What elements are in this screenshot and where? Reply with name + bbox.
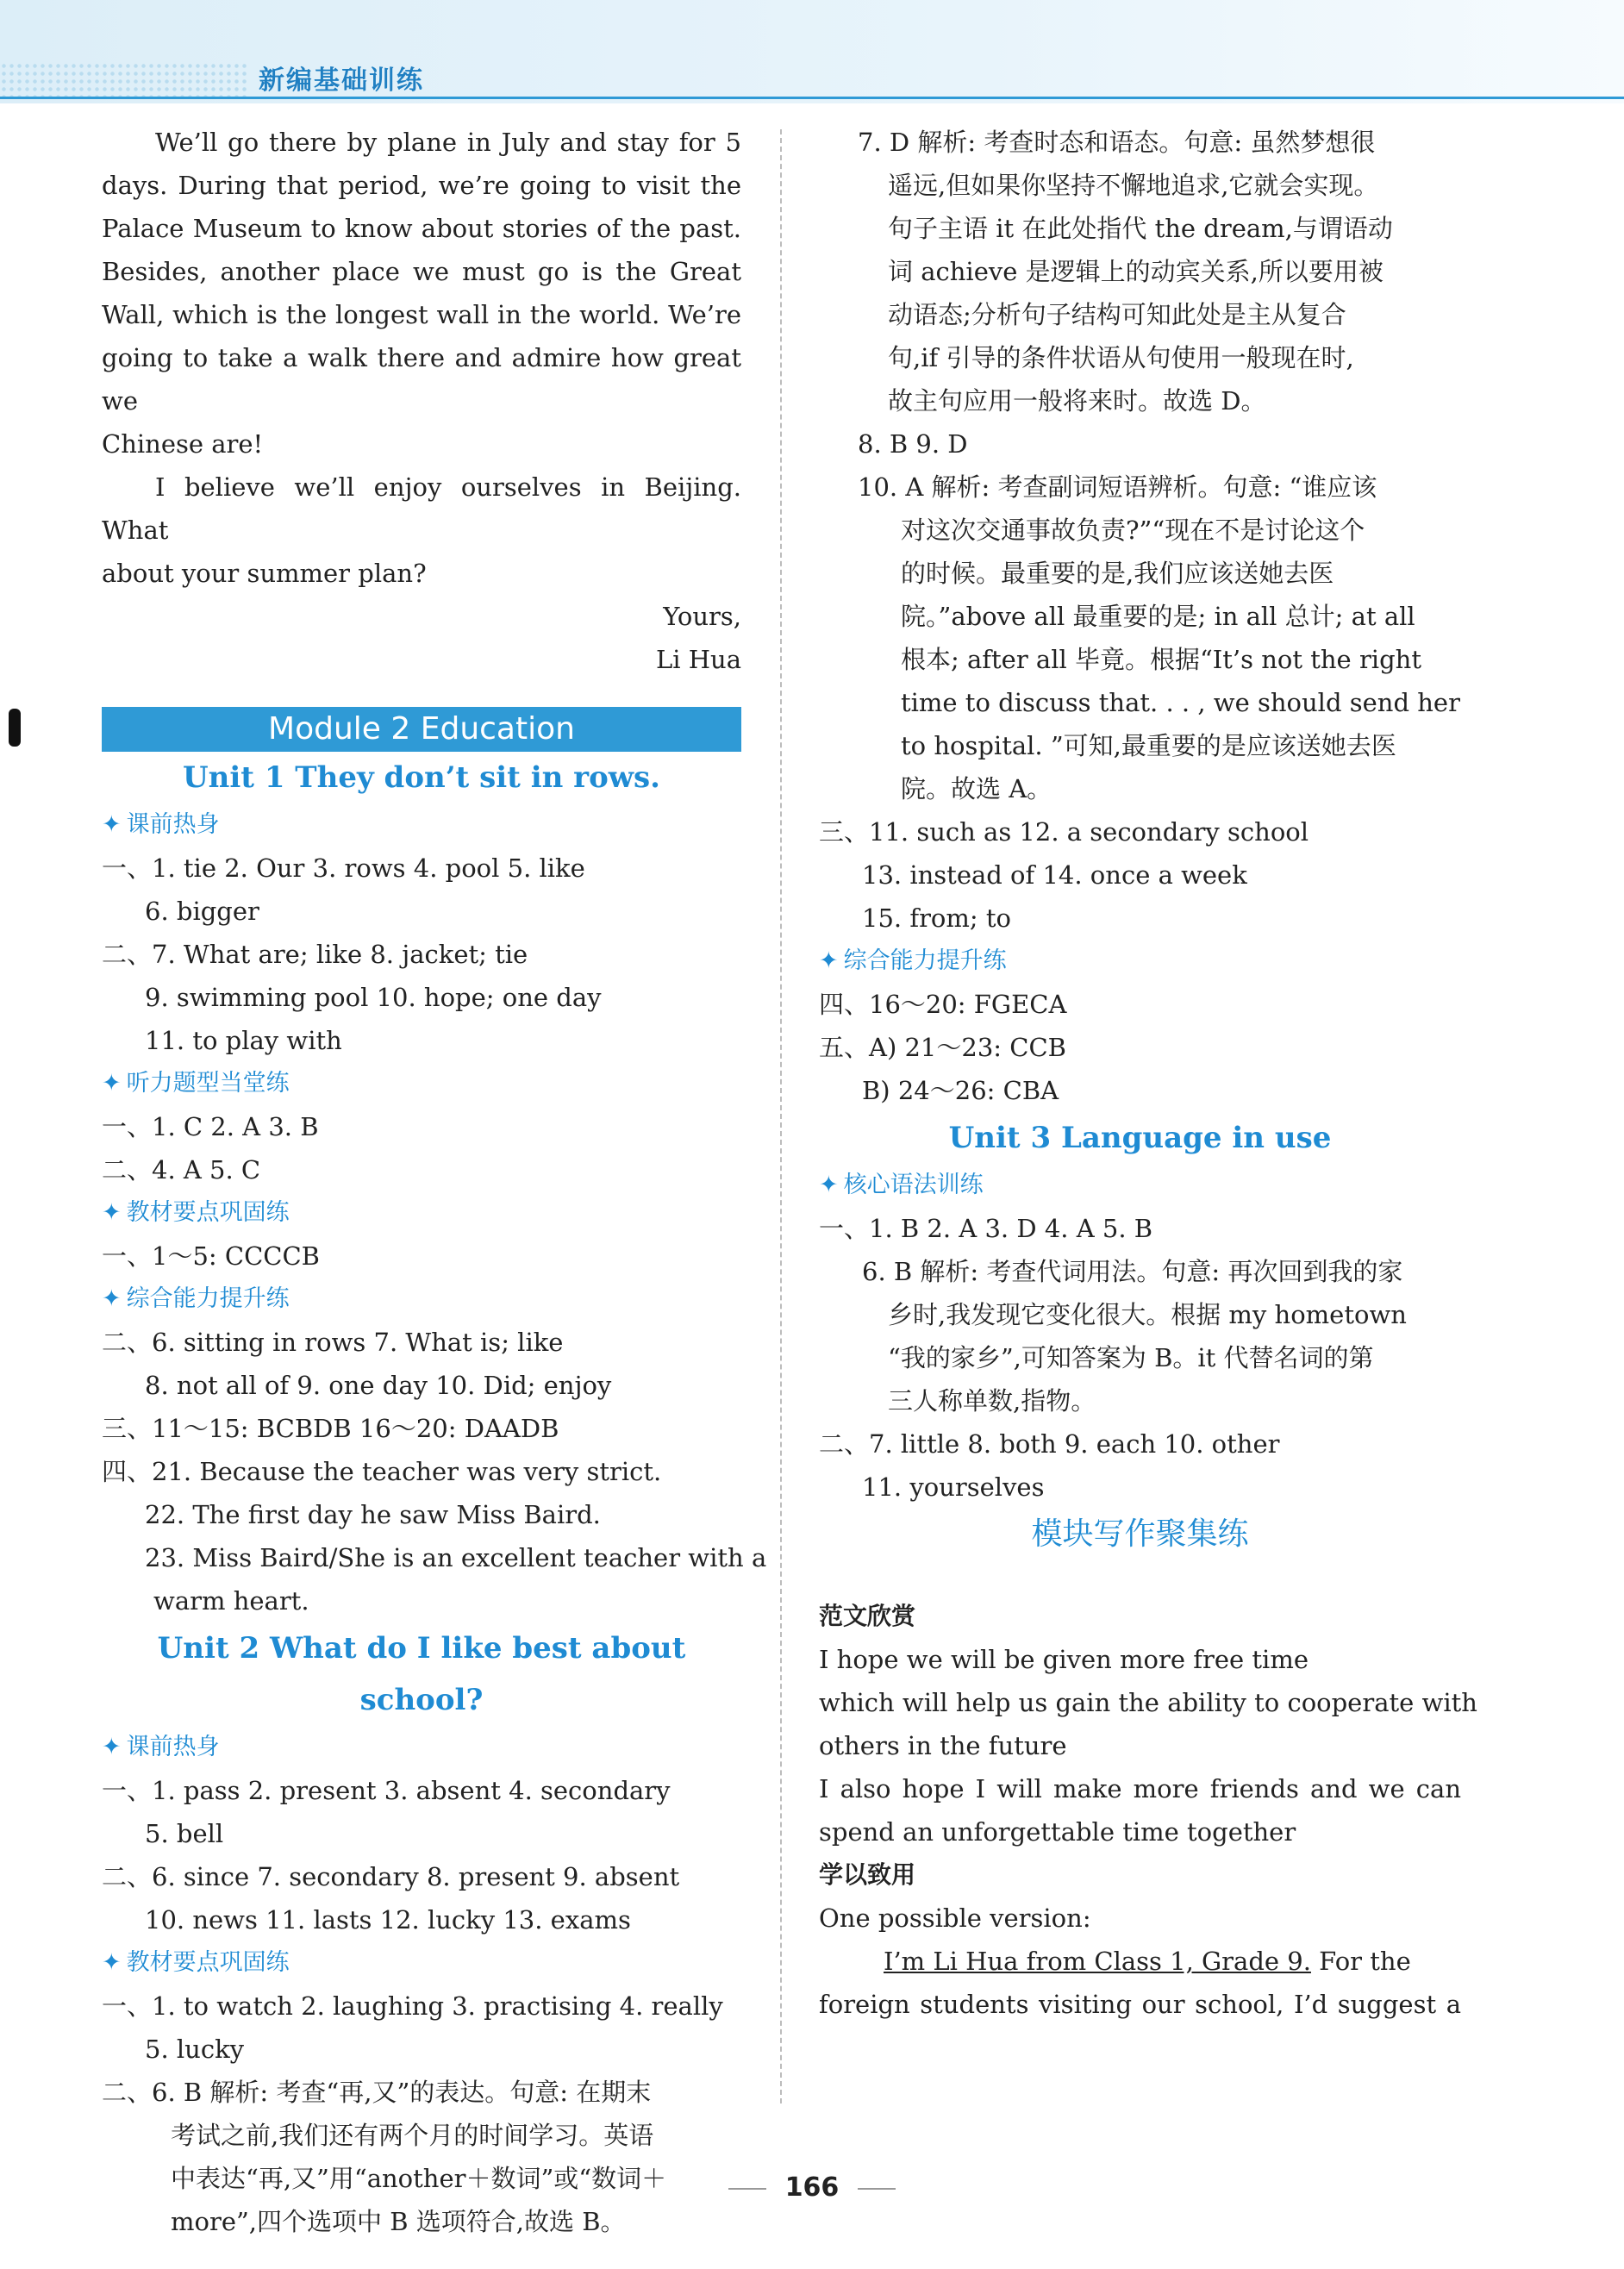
answer-row: 11. yourselves bbox=[862, 1472, 1045, 1502]
letter-line: Palace Museum to know about stories of the past. bbox=[102, 214, 741, 243]
answer-row: 22. The first day he saw Miss Baird. bbox=[145, 1500, 601, 1529]
answer-row: 13. instead of 14. once a week bbox=[862, 860, 1247, 890]
writing-line: others in the future bbox=[819, 1731, 1067, 1760]
answer-row: 6. bigger bbox=[145, 897, 259, 926]
margin-mark bbox=[9, 709, 21, 747]
writing-heading: 学以致用 bbox=[819, 1860, 916, 1889]
section-heading: ✦ 教材要点巩固练 bbox=[102, 1199, 290, 1226]
explanation-line: more”,四个选项中 B 选项符合,故选 B。 bbox=[171, 2207, 626, 2236]
diamond-icon: ✦ bbox=[819, 1172, 839, 1198]
header-dot-pattern bbox=[0, 62, 250, 97]
writing-line: I also hope I will make more friends and we can bbox=[819, 1774, 1461, 1803]
diamond-icon: ✦ bbox=[102, 1285, 122, 1312]
explanation-line: to hospital. ”可知,最重要的是应该送她去医 bbox=[901, 731, 1396, 760]
answer-row: 三、11. such as 12. a secondary school bbox=[819, 817, 1309, 847]
section-heading: ✦ 核心语法训练 bbox=[819, 1172, 984, 1198]
answer-row: 8. not all of 9. one day 10. Did; enjoy bbox=[145, 1371, 612, 1400]
diamond-icon: ✦ bbox=[102, 1949, 122, 1976]
module-banner: Module 2 Education bbox=[102, 707, 741, 752]
unit-2-title: Unit 2 What do I like best about school? bbox=[157, 1631, 686, 1717]
page-number: 166 bbox=[0, 2172, 1624, 2203]
letter-line: going to take a walk there and admire how great we bbox=[102, 343, 741, 416]
section-heading: ✦ 课前热身 bbox=[102, 811, 220, 838]
answer-row: 二、6. sitting in rows 7. What is; like bbox=[102, 1328, 564, 1357]
writing-fragment: For the bbox=[1310, 1947, 1411, 1976]
explanation-line: “我的家乡”,可知答案为 B。it 代替名词的第 bbox=[888, 1343, 1374, 1372]
letter-sign-off: Yours, bbox=[663, 602, 741, 631]
letter-line: Chinese are! bbox=[102, 429, 264, 459]
answer-row: 10. news 11. lasts 12. lucky 13. exams bbox=[145, 1905, 631, 1935]
answer-row: 11. to play with bbox=[145, 1026, 342, 1055]
column-divider bbox=[780, 129, 782, 2103]
unit-3-title: Unit 3 Language in use bbox=[948, 1121, 1332, 1155]
answer-row: 一、1. to watch 2. laughing 3. practising 4. really bbox=[102, 1991, 723, 2021]
answer-row: warm heart. bbox=[153, 1586, 309, 1616]
diamond-icon: ✦ bbox=[102, 1734, 122, 1760]
answer-row: 5. bell bbox=[145, 1819, 224, 1848]
answer-row: 一、1. pass 2. present 3. absent 4. secondary bbox=[102, 1776, 671, 1805]
answer-row: 三、11～15: BCBDB 16～20: DAADB bbox=[102, 1414, 559, 1443]
answer-row: 8. B 9. D bbox=[858, 429, 968, 459]
answer-row: 二、7. little 8. both 9. each 10. other bbox=[819, 1429, 1280, 1459]
right-column bbox=[819, 121, 1477, 2026]
explanation-line: 对这次交通事故负责?”“现在不是讨论这个 bbox=[901, 516, 1365, 545]
section-heading: ✦ 综合能力提升练 bbox=[819, 947, 1007, 974]
answer-row: 一、1. tie 2. Our 3. rows 4. pool 5. like bbox=[102, 853, 585, 883]
diamond-icon: ✦ bbox=[102, 1199, 122, 1226]
unit-1-title: Unit 1 They don’t sit in rows. bbox=[182, 760, 661, 795]
explanation-line: 动语态;分析句子结构可知此处是主从复合 bbox=[888, 300, 1346, 329]
answer-row: 一、1～5: CCCCB bbox=[102, 1241, 320, 1271]
writing-line bbox=[819, 1940, 1461, 1983]
answer-row: 9. swimming pool 10. hope; one day bbox=[145, 983, 602, 1012]
section-heading: ✦ 听力题型当堂练 bbox=[102, 1070, 290, 1097]
diamond-icon: ✦ bbox=[102, 811, 122, 838]
explanation-line: 中表达“再,又”用“another＋数词”或“数词＋ bbox=[171, 2164, 667, 2193]
section-heading: ✦ 课前热身 bbox=[102, 1734, 220, 1760]
explanation-line: 词 achieve 是逻辑上的动宾关系,所以要用被 bbox=[888, 257, 1384, 286]
letter-line: Besides, another place we must go is the Great bbox=[102, 257, 741, 286]
answer-row: 一、1. C 2. A 3. B bbox=[102, 1112, 319, 1141]
explanation-line: time to discuss that. . . , we should send her bbox=[901, 688, 1460, 717]
letter-line: We’ll go there by plane in July and stay for 5 bbox=[155, 128, 741, 157]
explanation-line: 遥远,但如果你坚持不懈地追求,它就会实现。 bbox=[888, 171, 1379, 200]
writing-section-title: 模块写作聚集练 bbox=[1031, 1516, 1249, 1552]
answer-row: 15. from; to bbox=[862, 903, 1011, 933]
writing-line: spend an unforgettable time together bbox=[819, 1817, 1296, 1847]
answer-row: 一、1. B 2. A 3. D 4. A 5. B bbox=[819, 1214, 1153, 1243]
explanation-line: 故主句应用一般将来时。故选 D。 bbox=[888, 386, 1266, 416]
section-heading: ✦ 综合能力提升练 bbox=[102, 1285, 290, 1312]
answer-row: 二、7. What are; like 8. jacket; tie bbox=[102, 940, 528, 969]
section-heading: ✦ 教材要点巩固练 bbox=[102, 1949, 290, 1976]
diamond-icon: ✦ bbox=[102, 1070, 122, 1097]
header-rule bbox=[0, 97, 1624, 99]
explanation-line: 的时候。最重要的是,我们应该送她去医 bbox=[901, 559, 1334, 588]
answer-row: 五、A) 21～23: CCB bbox=[819, 1033, 1066, 1062]
writing-line: One possible version: bbox=[819, 1903, 1091, 1933]
explanation-line: 句子主语 it 在此处指代 the dream,与谓语动 bbox=[888, 214, 1393, 243]
letter-line: days. During that period, we’re going to visit the bbox=[102, 171, 741, 200]
writing-line: I hope we will be given more free time bbox=[819, 1645, 1309, 1674]
letter-line: Wall, which is the longest wall in the world. We’re bbox=[102, 300, 741, 329]
explanation-line: 三人称单数,指物。 bbox=[888, 1386, 1096, 1416]
answer-row: 四、21. Because the teacher was very strict. bbox=[102, 1457, 662, 1486]
explanation-line: 考试之前,我们还有两个月的时间学习。英语 bbox=[171, 2121, 654, 2150]
answer-row: 5. lucky bbox=[145, 2035, 245, 2064]
explanation-line: 二、6. B 解析: 考查“再,又”的表达。句意: 在期末 bbox=[102, 2078, 652, 2107]
writing-line: foreign students visiting our school, I’d suggest a bbox=[819, 1990, 1461, 2019]
letter-line: about your summer plan? bbox=[102, 559, 427, 588]
left-column bbox=[102, 121, 767, 2243]
header-title: 新编基础训练 bbox=[259, 66, 424, 96]
letter-line: I believe we’ll enjoy ourselves in Beijing. What bbox=[102, 472, 741, 545]
explanation-line: 6. B 解析: 考查代词用法。句意: 再次回到我的家 bbox=[862, 1257, 1403, 1286]
explanation-line: 院。故选 A。 bbox=[901, 774, 1052, 803]
answer-row: B) 24～26: CBA bbox=[862, 1076, 1059, 1105]
answer-row: 23. Miss Baird/She is an excellent teacher with a bbox=[145, 1543, 767, 1572]
writing-line: which will help us gain the ability to cooperate with bbox=[819, 1688, 1477, 1717]
diamond-icon: ✦ bbox=[819, 947, 839, 974]
underlined-sentence: I’m Li Hua from Class 1, Grade 9. bbox=[884, 1947, 1311, 1976]
answer-row: 二、4. A 5. C bbox=[102, 1155, 261, 1185]
answer-row: 四、16～20: FGECA bbox=[819, 990, 1067, 1019]
explanation-line: 句,if 引导的条件状语从句使用一般现在时, bbox=[888, 343, 1354, 372]
letter-signature: Li Hua bbox=[655, 645, 741, 674]
explanation-line: 院。”above all 最重要的是; in all 总计; at all bbox=[901, 602, 1415, 631]
explanation-line: 7. D 解析: 考查时态和语态。句意: 虽然梦想很 bbox=[858, 128, 1376, 157]
answer-row: 二、6. since 7. secondary 8. present 9. absent bbox=[102, 1862, 680, 1891]
explanation-line: 乡时,我发现它变化很大。根据 my hometown bbox=[888, 1300, 1407, 1329]
writing-heading: 范文欣赏 bbox=[819, 1602, 916, 1630]
explanation-line: 根本; after all 毕竟。根据“It’s not the right bbox=[901, 645, 1421, 674]
explanation-line: 10. A 解析: 考查副词短语辨析。句意: “谁应该 bbox=[858, 472, 1377, 502]
